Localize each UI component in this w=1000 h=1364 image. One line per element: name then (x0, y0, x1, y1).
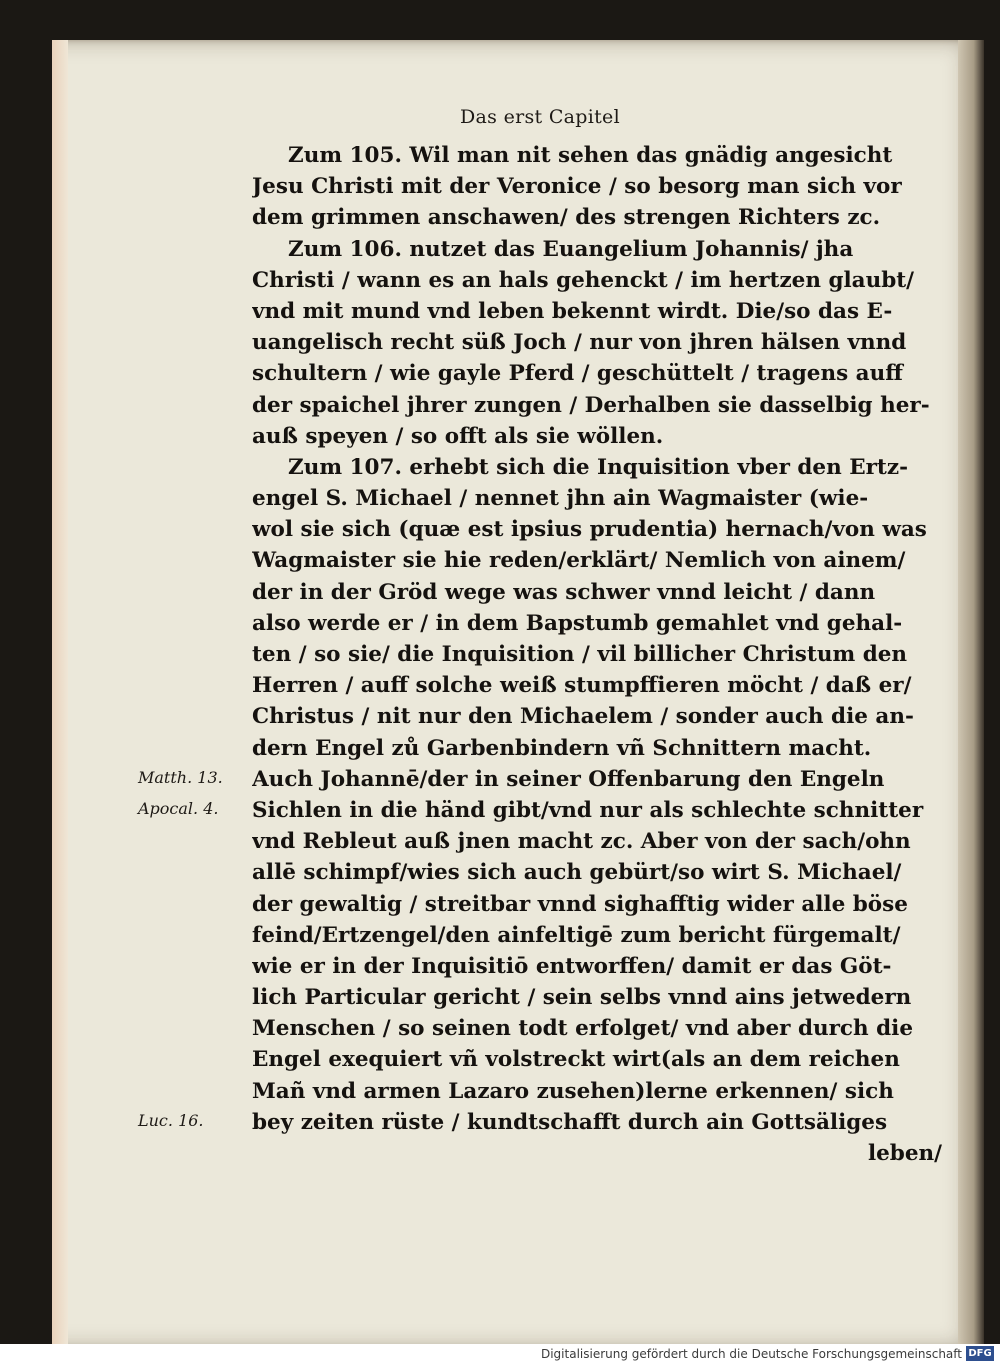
text-line: Sichlen in die händ gibt/vnd nur als schlechte schnitter (252, 797, 924, 823)
text-line: Christus / nit nur den Michaelem / sonder auch die an- (252, 704, 914, 730)
text-line: wie er in der Inquisitiō entworffen/ damit er das Göt- (252, 953, 892, 979)
margin-note: Apocal. 4. (138, 799, 219, 819)
text-line: der spaichel jhrer zungen / Derhalben sie dasselbig her- (252, 392, 930, 418)
text-line: der in der Gröd wege was schwer vnnd leicht / dann (252, 579, 876, 605)
text-line: allē schimpf/wies sich auch gebürt/so wirt S. Michael/ (252, 860, 902, 886)
margin-note: Matth. 13. (138, 768, 223, 787)
text-line: Zum 107. erhebt sich die Inquisition vber den Ertz- (288, 454, 908, 480)
dfg-logo: DFG (966, 1346, 994, 1361)
text-line: Christi / wann es an hals gehenckt / im hertzen glaubt/ (252, 267, 915, 293)
text-line: lich Particular gericht / sein selbs vnnd ains jetwedern (252, 985, 912, 1011)
text-line: Zum 105. Wil man nit sehen das gnädig angesicht (288, 143, 893, 168)
running-head: Das erst Capitel (460, 106, 620, 128)
text-line: bey zeiten rüste / kundtschafft durch ain Gottsäliges (252, 1109, 888, 1135)
text-line: Engel exequiert vñ volstreckt wirt(als an dem reichen (252, 1047, 900, 1073)
page-gutter-shadow (958, 40, 984, 1348)
text-line: dern Engel zů Garbenbindern vñ Schnittern macht. (252, 735, 872, 761)
page-edge-left (52, 40, 68, 1348)
text-line: Menschen / so seinen todt erfolget/ vnd aber durch die (252, 1016, 914, 1042)
text-line: feind/Ertzengel/den ainfeltigē zum bericht fürgemalt/ (252, 922, 901, 948)
text-line: Wagmaister sie hie reden/erklärt/ Nemlich von ainem/ (252, 548, 906, 574)
text-line: engel S. Michael / nennet jhn ain Wagmaister (wie- (252, 486, 869, 512)
text-line: dem grimmen anschawen/ des strengen Richters zc. (252, 205, 881, 231)
text-line: der gewaltig / streitbar vnnd sighafftig wider alle böse (252, 891, 908, 917)
text-line: vnd mit mund vnd leben bekennt wirdt. Die/so das E- (252, 298, 893, 324)
text-line: Zum 106. nutzet das Euangelium Johannis/ jha (288, 236, 854, 262)
text-line: Jesu Christi mit der Veronice / so besorg man sich vor (252, 174, 902, 200)
text-line: uangelisch recht süß Joch / nur von jhren hälsen vnnd (252, 330, 907, 356)
margin-note: Luc. 16. (138, 1111, 204, 1131)
body-text (252, 140, 942, 1169)
text-line: schultern / wie gayle Pferd / geschüttelt / tragens auff (252, 361, 903, 387)
text-line: wol sie sich (quæ est ipsius prudentia) hernach/von was (252, 517, 927, 543)
text-line: Auch Johannē/der in seiner Offenbarung den Engeln (252, 766, 885, 792)
text-line: also werde er / in dem Bapstumb gemahlet vnd gehal- (252, 610, 903, 636)
text-line: auß speyen / so offt als sie wöllen. (252, 423, 664, 449)
text-line: Herren / auff solche weiß stumpffieren möcht / daß er/ (252, 673, 912, 699)
text-line: ten / so sie/ die Inquisition / vil billicher Christum den (252, 642, 908, 667)
funding-credit: Digitalisierung gefördert durch die Deutsche Forschungsgemeinschaft (540, 1347, 962, 1361)
text-line: leben/ (867, 1141, 942, 1166)
text-line: Mañ vnd armen Lazaro zusehen)lerne erkennen/ sich (252, 1078, 894, 1104)
text-line: vnd Rebleut auß jnen macht zc. Aber von der sach/ohn (252, 829, 911, 855)
